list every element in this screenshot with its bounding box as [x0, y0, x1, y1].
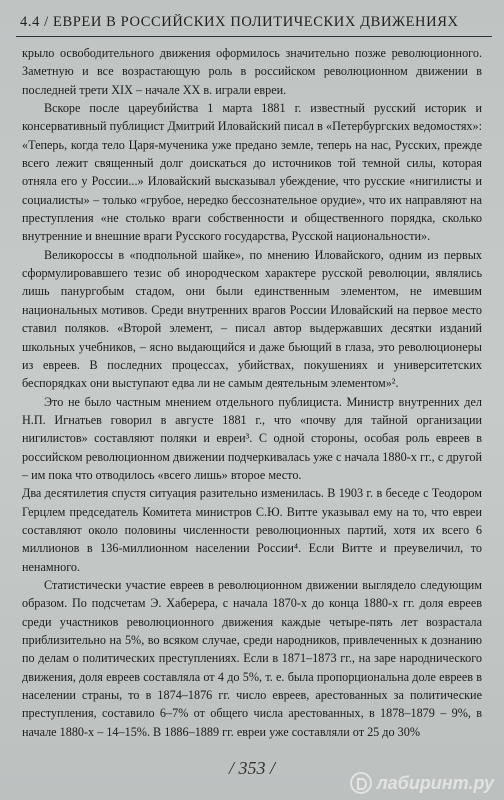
header-rule — [16, 36, 492, 37]
paragraph: Вскоре после цареубийства 1 марта 1881 г. известный русский историк и консервативный публицист Дмитрий Иловайский писал в «Петербургских ведомостях»: «Теперь, когда тело Царя-мученика уже предано земле, теперь на нас, Русских, прежде всего лежит священный долг доискаться до источников той темной силы, которая отняла его у России...» Иловайский высказывал убеждение, что русские «нигилисты и социалисты» – только «грубое, нередко бессознательное орудие», что их направляют на преступления «не столько враги собственности и общественного порядка, сколько внутренние и внешние враги Русского государства, Русской национальности». — [22, 101, 482, 244]
running-header: 4.4 / ЕВРЕИ В РОССИЙСКИХ ПОЛИТИЧЕСКИХ ДВИЖЕНИЯХ — [20, 14, 459, 30]
watermark-text: лабиринт.ру — [376, 772, 494, 793]
body-text — [22, 44, 482, 741]
paragraph: Великороссы в «подпольной шайке», по мнению Иловайского, одним из первых сформулировавшего тезис об инородческом характере русской революции, являлись лишь панургобым стадом, они были единственным элементом, не имевшим национальных мотивов. Среди внутренних врагов России Иловайский на первое место ставил поляков. «Второй элемент, – писал автор выдержавших десятки изданий школьных учебников, – ясно выдающийся и даже бьющий в глаза, это революционеры из евреев. В последних процессах, убийствах, покушениях и университетских беспорядках они выступают едва ли не самым деятельным элементом»². — [22, 247, 482, 391]
page-number: / 353 / — [228, 758, 275, 778]
paragraph: Это не было частным мнением отдельного публициста. Министр внутренних дел Н.П. Игнатьев говорил в августе 1881 г., что «почву для тайной организации нигилистов» составляют поляки и евреи³. С одной стороны, особая роль евреев в российском революционном движении подчеркивалась уже с начала 1880-х гг., с другой – им пока что отводилось «всего лишь» второе место. — [22, 394, 482, 482]
paragraph: Статистически участие евреев в революционном движении выглядело следующим образом. По подсчетам Э. Хаберера, с начала 1870-х до конца 1880-х гг. доля евреев среди участников революционного движения каждые четыре-пять лет возрастала приблизительно на 5%, во всяком случае, среди народников, привлеченных к дознанию по делам о политических преступлениях. Если в 1871–1873 гг., на заре народнического движения, доля евреев составляла от 4 до 5%, т. е. была пропорциональна доле евреев в населении страны, то в 1874–1876 гг. число евреев, арестованных за политические преступления, составило 6–7% от общего числа арестованных, в 1878–1879 – 9%, в начале 1880-х – 14–15%. В 1886–1889 гг. евреи уже составляли от 25 до 30% — [22, 577, 482, 739]
watermark — [350, 772, 494, 794]
paragraph: Два десятилетия спустя ситуация разительно изменилась. В 1903 г. в беседе с Теодором Герцлем председатель Комитета министров С.Ю. Витте указывал ему на то, что евреи составляют около половины численности революционных партий, хотя их всего 6 миллионов в 136-миллионном населении России⁴. Если Витте и преувеличил, то ненамного. — [22, 486, 482, 574]
labirint-logo-icon — [350, 772, 372, 794]
paragraph: крыло освободительного движения оформилось значительно позже революционного. Заметную и все возрастающую роль в российском революционном движении в последней трети XIX – начале XX в. играли евреи. — [22, 46, 482, 97]
